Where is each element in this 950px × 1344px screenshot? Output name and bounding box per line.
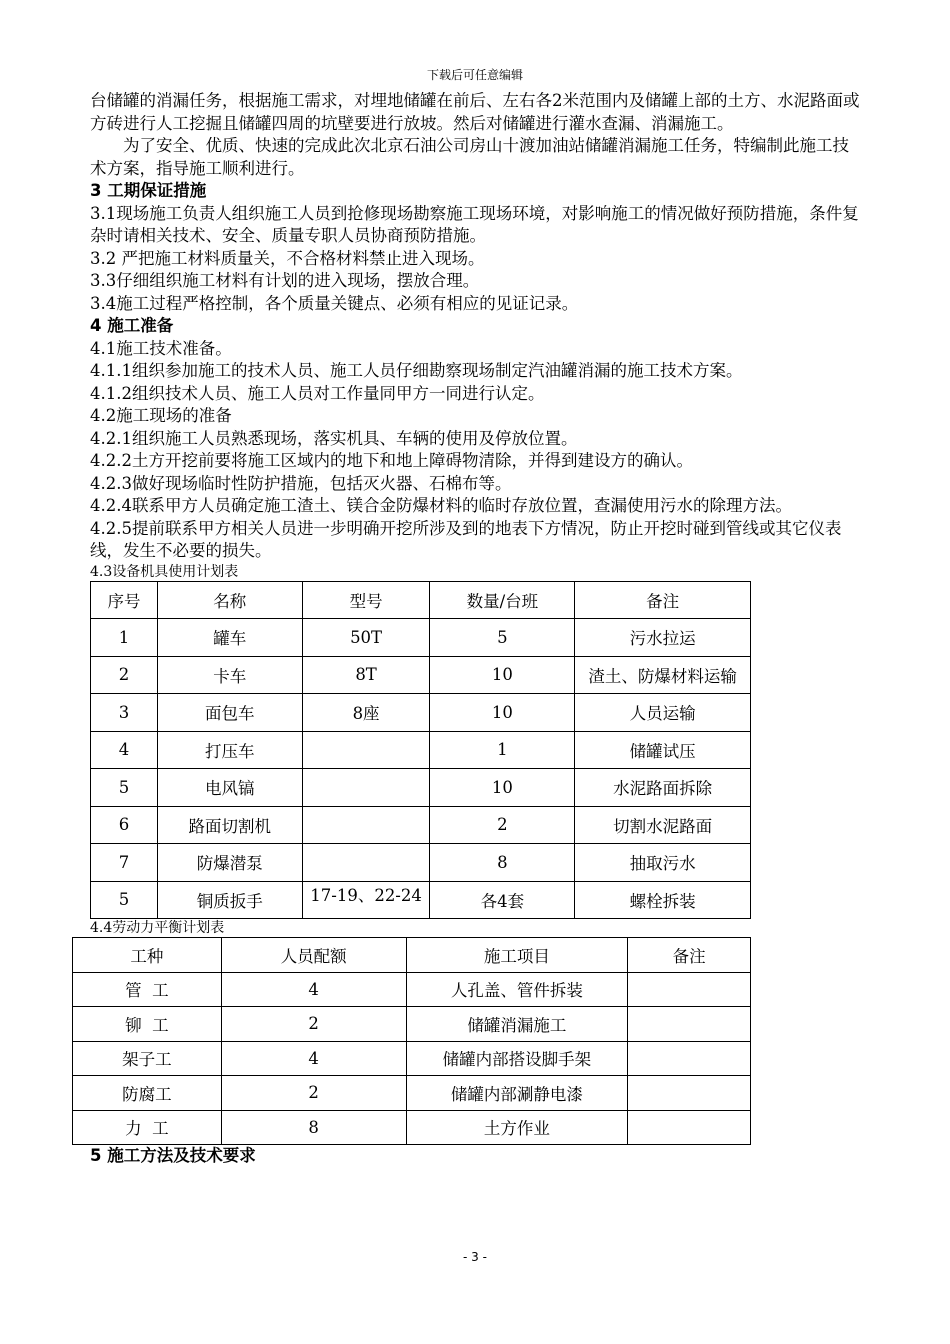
table-cell: 管 工	[73, 972, 222, 1007]
table-cell: 面包车	[157, 694, 302, 732]
table-cell: 架子工	[73, 1041, 222, 1076]
section-4-item: 4.1施工技术准备。	[90, 338, 232, 358]
table-cell: 储罐内部搭设脚手架	[406, 1041, 628, 1076]
table-cell: 路面切割机	[157, 806, 302, 844]
table-cell: 5	[91, 881, 158, 919]
table-cell: 防腐工	[73, 1076, 222, 1111]
table-cell: 螺栓拆装	[575, 881, 751, 919]
header-cell: 工种	[73, 938, 222, 973]
section-3-title: 3 工期保证措施	[90, 181, 207, 200]
header-cell: 备注	[575, 581, 751, 619]
table-row	[73, 1076, 751, 1111]
table-cell	[302, 881, 430, 919]
table-cell: 土方作业	[406, 1110, 628, 1145]
table-cell: 50T	[302, 619, 430, 657]
intro-paragraph-1: 台储罐的消漏任务，根据施工需求，对埋地储罐在前后、左右各2米范围内及储罐上部的土方、水泥路面或方砖进行人工挖掘且储罐四周的坑壁要进行放坡。然后对储罐进行灌水查漏、消漏施工。	[90, 91, 860, 133]
table-cell: 渣土、防爆材料运输	[575, 656, 751, 694]
table-cell: 4	[221, 972, 406, 1007]
labor-table-caption: 4.4劳动力平衡计划表	[90, 920, 225, 936]
table-cell: 污水拉运	[575, 619, 751, 657]
table-cell: 人员运输	[575, 694, 751, 732]
header-cell: 序号	[91, 581, 158, 619]
table-row	[91, 844, 751, 882]
table-cell: 水泥路面拆除	[575, 769, 751, 807]
table-cell: 打压车	[157, 731, 302, 769]
section-4-item: 4.2施工现场的准备	[90, 406, 232, 425]
header-cell: 备注	[628, 938, 751, 973]
intro-paragraph-2: 为了安全、优质、快速的完成此次北京石油公司房山十渡加油站储罐消漏施工任务，特编制此施工技术方案，指导施工顺利进行。	[90, 136, 849, 178]
table-cell: 防爆潜泵	[157, 844, 302, 882]
table-cell: 电风镐	[157, 769, 302, 807]
table-cell	[628, 1007, 751, 1042]
equipment-table	[90, 581, 751, 920]
document-body	[90, 90, 860, 1168]
table-cell: 8T	[302, 656, 430, 694]
table-cell	[302, 731, 430, 769]
table-cell: 5	[91, 769, 158, 807]
section-4-item: 4.2.1组织施工人员熟悉现场，落实机具、车辆的使用及停放位置。	[90, 428, 578, 448]
header-cell: 施工项目	[406, 938, 628, 973]
section-4-item: 4.2.3做好现场临时性防护措施，包括灭火器、石棉布等。	[90, 473, 512, 493]
table-cell: 4	[91, 731, 158, 769]
table-row	[73, 1007, 751, 1042]
table-cell: 1	[430, 731, 575, 769]
table-cell: 10	[430, 656, 575, 694]
table-cell	[628, 1041, 751, 1076]
table-cell: 10	[430, 769, 575, 807]
table-cell: 储罐消漏施工	[406, 1007, 628, 1042]
table-cell: 卡车	[157, 656, 302, 694]
table-cell: 5	[430, 619, 575, 657]
labor-table-header-row	[73, 938, 751, 973]
table-cell: 4	[221, 1041, 406, 1076]
table-cell	[302, 769, 430, 807]
table-row	[91, 881, 751, 919]
table-cell: 铆 工	[73, 1007, 222, 1042]
table-cell: 罐车	[157, 619, 302, 657]
page-number: - 3 -	[463, 1250, 487, 1264]
table-cell: 人孔盖、管件拆装	[406, 972, 628, 1007]
table-cell: 力 工	[73, 1110, 222, 1145]
table-cell	[302, 806, 430, 844]
table-row	[73, 972, 751, 1007]
section-3-item: 3.2 严把施工材料质量关，不合格材料禁止进入现场。	[90, 248, 485, 268]
table-row	[91, 806, 751, 844]
table-cell: 7	[91, 844, 158, 882]
table-cell: 8	[430, 844, 575, 882]
table-cell: 8座	[302, 694, 430, 732]
section-4-item: 4.2.5提前联系甲方相关人员进一步明确开挖所涉及到的地表下方情况，防止开挖时碰到管线或其它仪表线，发生不必要的损失。	[90, 518, 842, 560]
section-4-item: 4.2.2土方开挖前要将施工区域内的地下和地上障碍物清除，并得到建设方的确认。	[90, 451, 693, 470]
section-5-title: 5 施工方法及技术要求	[90, 1146, 256, 1165]
table-cell: 3	[91, 694, 158, 732]
labor-table	[72, 937, 751, 1145]
header-cell: 人员配额	[221, 938, 406, 973]
page-header: 下载后可任意编辑	[426, 68, 523, 82]
table-cell: 储罐内部涮静电漆	[406, 1076, 628, 1111]
section-3-item: 3.4施工过程严格控制，各个质量关键点、必须有相应的见证记录。	[90, 293, 579, 313]
table-row	[91, 731, 751, 769]
table-row	[91, 656, 751, 694]
equipment-table-header-row	[91, 581, 751, 619]
section-4-item: 4.1.2组织技术人员、施工人员对工作量同甲方一同进行认定。	[90, 383, 545, 403]
section-4-item: 4.2.4联系甲方人员确定施工渣土、镁合金防爆材料的临时存放位置，查漏使用污水的除理方法。	[90, 496, 792, 515]
table-row	[91, 619, 751, 657]
table-row	[91, 694, 751, 732]
table-cell	[628, 972, 751, 1007]
table-cell: 10	[430, 694, 575, 732]
equipment-table-caption: 4.3设备机具使用计划表	[90, 563, 239, 580]
section-4-title: 4 施工准备	[90, 316, 174, 335]
header-cell: 名称	[157, 581, 302, 619]
table-cell	[628, 1110, 751, 1145]
table-cell: 8	[221, 1110, 406, 1145]
header-cell: 数量/台班	[430, 581, 575, 619]
table-cell: 2	[91, 656, 158, 694]
header-cell: 型号	[302, 581, 430, 619]
model-spec: 17-19、22-24	[310, 885, 422, 905]
table-cell: 各4套	[430, 881, 575, 919]
table-cell: 2	[221, 1007, 406, 1042]
section-3-item: 3.1现场施工负责人组织施工人员到抢修现场勘察施工现场环境，对影响施工的情况做好预防措施，条件复杂时请相关技术、安全、质量专职人员协商预防措施。	[90, 203, 859, 245]
section-4-item: 4.1.1组织参加施工的技术人员、施工人员仔细勘察现场制定汽油罐消漏的施工技术方案。	[90, 361, 743, 380]
table-row	[91, 769, 751, 807]
table-cell: 2	[430, 806, 575, 844]
table-row	[73, 1041, 751, 1076]
table-cell: 1	[91, 619, 158, 657]
table-cell: 铜质扳手	[157, 881, 302, 919]
table-cell: 储罐试压	[575, 731, 751, 769]
section-3-item: 3.3仔细组织施工材料有计划的进入现场，摆放合理。	[90, 271, 480, 290]
table-cell: 抽取污水	[575, 844, 751, 882]
table-cell	[302, 844, 430, 882]
table-cell: 6	[91, 806, 158, 844]
table-cell: 2	[221, 1076, 406, 1111]
table-row	[73, 1110, 751, 1145]
table-cell	[628, 1076, 751, 1111]
table-cell: 切割水泥路面	[575, 806, 751, 844]
